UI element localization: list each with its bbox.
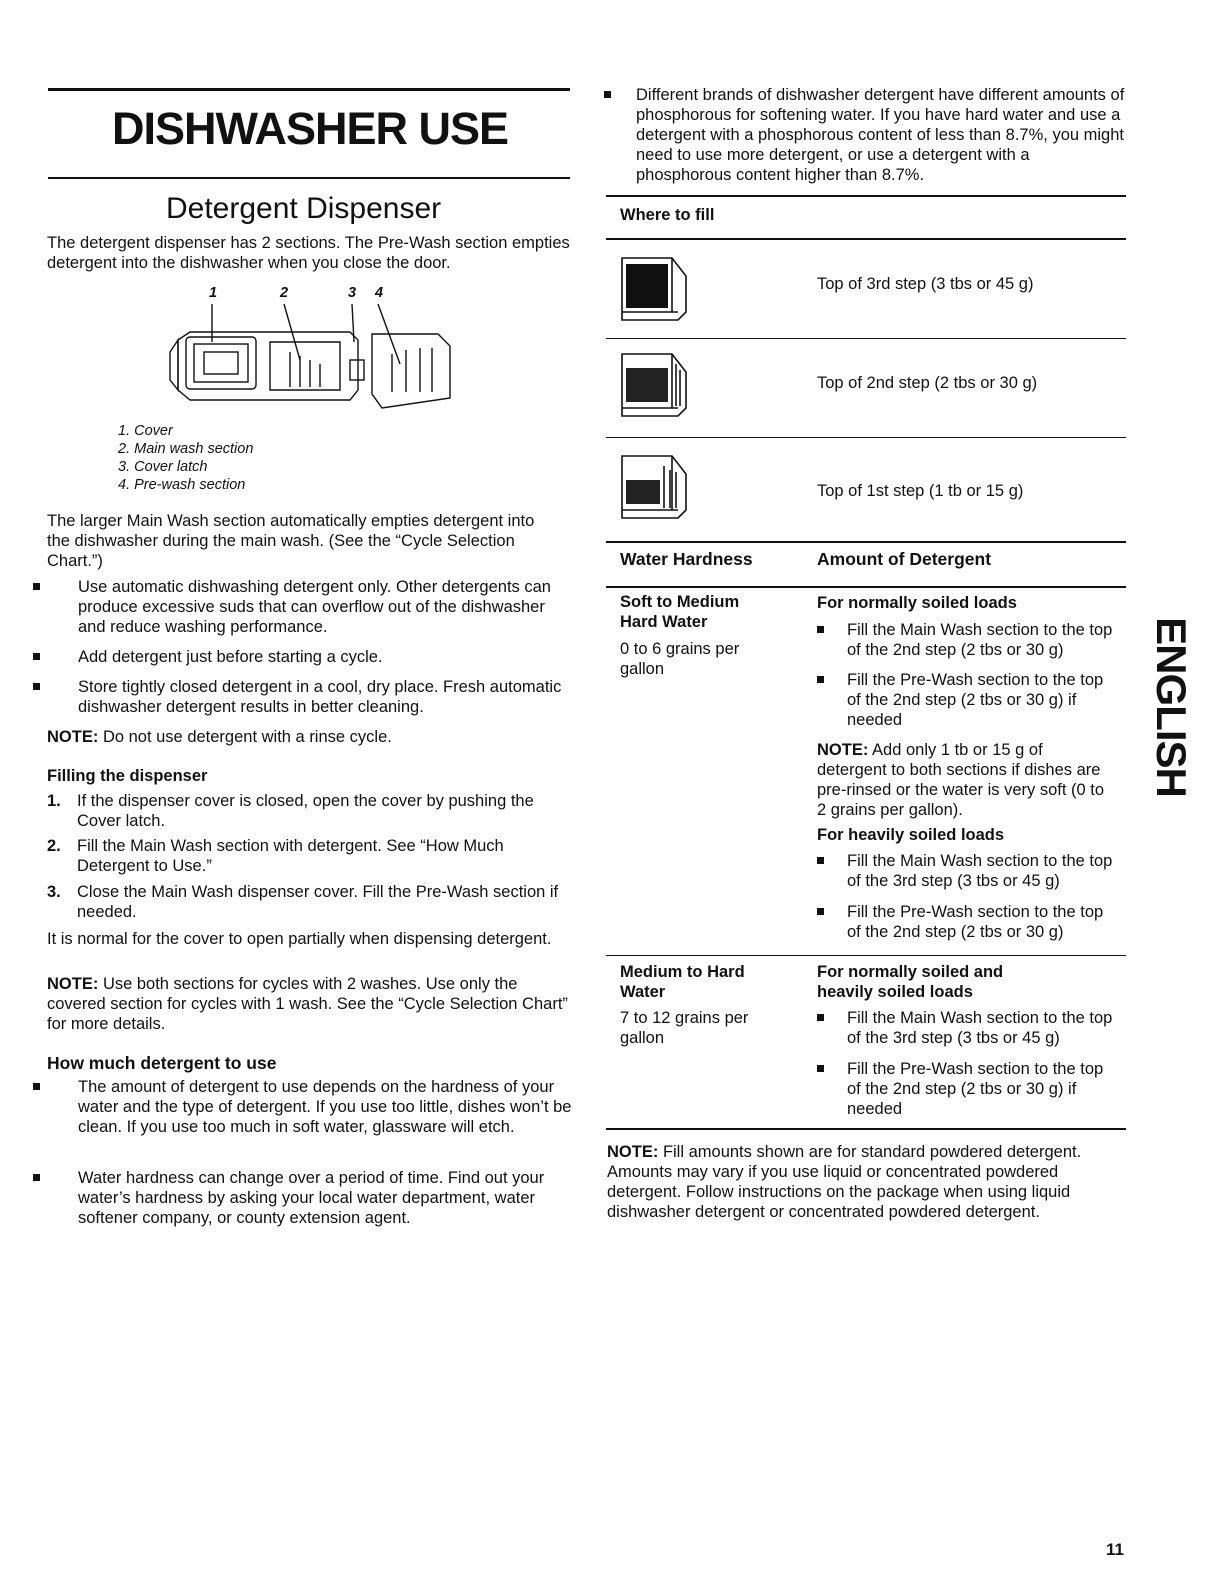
- side-tab-label: ENGLISH: [1148, 617, 1195, 797]
- bullet-text: Water hardness can change over a period of time. Find out your water’s hardness by asking your local water department, water softener company, or county extension agent.: [78, 1169, 545, 1227]
- note-label: NOTE:: [47, 728, 99, 746]
- bullet-square-icon: [33, 1174, 40, 1181]
- soft-water-title: Soft to Medium Hard Water: [620, 593, 740, 631]
- col-water-hardness: Water Hardness: [620, 549, 753, 569]
- bullet-square-icon: [817, 857, 824, 864]
- hardness-top-rule: [606, 541, 1126, 543]
- note-text: Fill amounts shown are for standard powdered detergent. Amounts may vary if you use liquid or concentrated powdered detergent. Follow instructions on the package when using liquid dishwasher detergent or concentrated powdered detergent.: [607, 1143, 1082, 1221]
- language-side-tab: [1148, 592, 1195, 822]
- where-top-rule: [606, 195, 1126, 197]
- caption-cover-latch: 3. Cover latch: [118, 459, 208, 475]
- caption-pre-wash: 4. Pre-wash section: [118, 477, 246, 493]
- bullet-square-icon: [817, 1014, 824, 1021]
- bottom-note: [607, 1142, 1127, 1222]
- bullet-text: Fill the Main Wash section to the top of the 2nd step (2 tbs or 30 g): [847, 621, 1113, 659]
- note-text: Add only 1 tb or 15 g of detergent to both sections if dishes are pre-rinsed or the water is very soft (0 to 2 grains per gallon).: [817, 741, 1105, 819]
- step-item: [47, 836, 567, 876]
- hardness-header-rule: [606, 586, 1126, 588]
- note-label: NOTE:: [607, 1143, 659, 1161]
- col-amount-detergent: Amount of Detergent: [817, 549, 992, 569]
- note-sections: [47, 974, 575, 1034]
- hard-water-title: Medium to Hard Water: [620, 963, 745, 1001]
- figure-captions: [118, 422, 253, 494]
- step-2-icon: [620, 350, 692, 425]
- bullet-item: [817, 620, 1117, 660]
- normal-open-text: It is normal for the cover to open partially when dispensing detergent.: [47, 930, 552, 948]
- bullet-item: [33, 1077, 573, 1137]
- bullet-text: Fill the Main Wash section to the top of the 3rd step (3 tbs or 45 g): [847, 852, 1113, 890]
- bullet-text: Fill the Main Wash section to the top of the 3rd step (3 tbs or 45 g): [847, 1009, 1113, 1047]
- step-3-icon: [620, 254, 692, 329]
- bullet-item: [33, 677, 573, 717]
- bullet-item: [33, 647, 573, 667]
- bullet-item: [33, 1168, 573, 1228]
- where-row-2: Top of 2nd step (2 tbs or 30 g): [817, 374, 1038, 392]
- bullet-text: Store tightly closed detergent in a cool, dry place. Fresh automatic dishwasher detergent results in better cleaning.: [78, 678, 562, 716]
- where-row-rule: [606, 338, 1126, 339]
- step-number: 1.: [47, 792, 61, 810]
- step-text: If the dispenser cover is closed, open the cover by pushing the Cover latch.: [77, 792, 534, 830]
- hard-water-grains: 7 to 12 grains per gallon: [620, 1009, 749, 1047]
- bullet-item: [817, 902, 1117, 942]
- hardness-row-rule: [606, 955, 1126, 956]
- bullet-square-icon: [33, 653, 40, 660]
- bullet-text: The amount of detergent to use depends on the hardness of your water and the type of detergent. If you use too little, dishes won’t be clean. If you use too much in soft water, glassware will etch.: [78, 1078, 572, 1136]
- step-item: [47, 791, 567, 831]
- callout-3: 3: [348, 285, 357, 301]
- page-title: DISHWASHER USE: [112, 103, 509, 154]
- intro-text: The detergent dispenser has 2 sections. The Pre-Wash section empties detergent into the dishwasher when you close the door.: [47, 234, 570, 272]
- bullet-square-icon: [33, 583, 40, 590]
- where-row-rule: [606, 437, 1126, 438]
- hard-heading: For normally soiled and heavily soiled loads: [817, 963, 1004, 1001]
- bullet-item: [33, 577, 573, 637]
- where-to-fill-heading: Where to fill: [620, 206, 715, 224]
- bullet-item: [817, 1059, 1117, 1119]
- where-row-1: Top of 1st step (1 tb or 15 g): [817, 482, 1024, 500]
- bullet-item: [817, 851, 1117, 891]
- soft-heavy-heading: For heavily soiled loads: [817, 826, 1005, 844]
- bullet-square-icon: [817, 676, 824, 683]
- note-text: Do not use detergent with a rinse cycle.: [102, 728, 392, 746]
- step-1-icon: [620, 452, 692, 527]
- caption-main-wash: 2. Main wash section: [118, 441, 254, 457]
- bullet-square-icon: [817, 626, 824, 633]
- title-bottom-rule: [48, 177, 570, 179]
- bullet-square-icon: [33, 1083, 40, 1090]
- soft-water-grains: 0 to 6 grains per gallon: [620, 640, 740, 678]
- bullet-item: [604, 85, 1128, 185]
- where-header-rule: [606, 238, 1126, 240]
- note-rinse: [47, 727, 572, 747]
- callout-1: 1: [209, 285, 218, 301]
- bullet-item: [817, 1008, 1117, 1048]
- bullet-text: Use automatic dishwashing detergent only. Other detergents can produce excessive suds that can overflow out of the dishwasher and reduce washing performance.: [78, 578, 551, 636]
- bullet-item: [817, 670, 1117, 730]
- page-number: 11: [1106, 1540, 1124, 1559]
- bullet-square-icon: [817, 1065, 824, 1072]
- bullet-text: Different brands of dishwasher detergent have different amounts of phosphorous for softening water. If you have hard water and use a detergent with a phosphorous content of less than 8.7%, you might need to use more detergent, or use a detergent with a phosphorous content higher than 8.7%.: [636, 86, 1125, 184]
- section-title: Detergent Dispenser: [166, 192, 442, 225]
- step-text: Fill the Main Wash section with detergent. See “How Much Detergent to Use.”: [77, 837, 504, 875]
- how-much-heading: How much detergent to use: [47, 1053, 277, 1073]
- note-label: NOTE:: [817, 741, 869, 759]
- callout-4: 4: [375, 285, 384, 301]
- where-row-3: Top of 3rd step (3 tbs or 45 g): [817, 275, 1034, 293]
- bullet-text: Fill the Pre-Wash section to the top of the 2nd step (2 tbs or 30 g) if needed: [847, 671, 1104, 729]
- title-top-rule: [48, 88, 570, 91]
- step-number: 3.: [47, 883, 61, 901]
- soft-note: [817, 740, 1107, 820]
- soft-normal-heading: For normally soiled loads: [817, 594, 1017, 612]
- filling-heading: Filling the dispenser: [47, 767, 208, 785]
- bullet-square-icon: [817, 908, 824, 915]
- callout-2: 2: [280, 285, 289, 301]
- bullet-text: Add detergent just before starting a cycle.: [78, 648, 383, 666]
- step-number: 2.: [47, 837, 61, 855]
- caption-cover: 1. Cover: [118, 423, 173, 439]
- bullet-text: Fill the Pre-Wash section to the top of the 2nd step (2 tbs or 30 g) if needed: [847, 1060, 1104, 1118]
- note-label: NOTE:: [47, 975, 99, 993]
- bullet-square-icon: [604, 91, 611, 98]
- note-text: Use both sections for cycles with 2 washes. Use only the covered section for cycles with 1 wash. See the “Cycle Selection Chart” for more details.: [47, 975, 568, 1033]
- bullet-text: Fill the Pre-Wash section to the top of the 2nd step (2 tbs or 30 g): [847, 903, 1104, 941]
- main-wash-text: The larger Main Wash section automatically empties detergent into the dishwasher during the main wash. (See the “Cycle Selection Chart.”): [47, 512, 535, 570]
- table-bottom-rule: [606, 1128, 1126, 1130]
- step-text: Close the Main Wash dispenser cover. Fill the Pre-Wash section if needed.: [77, 883, 559, 921]
- dispenser-drawing: [160, 282, 460, 412]
- step-item: [47, 882, 567, 922]
- dispenser-figure: [160, 282, 460, 412]
- bullet-square-icon: [33, 683, 40, 690]
